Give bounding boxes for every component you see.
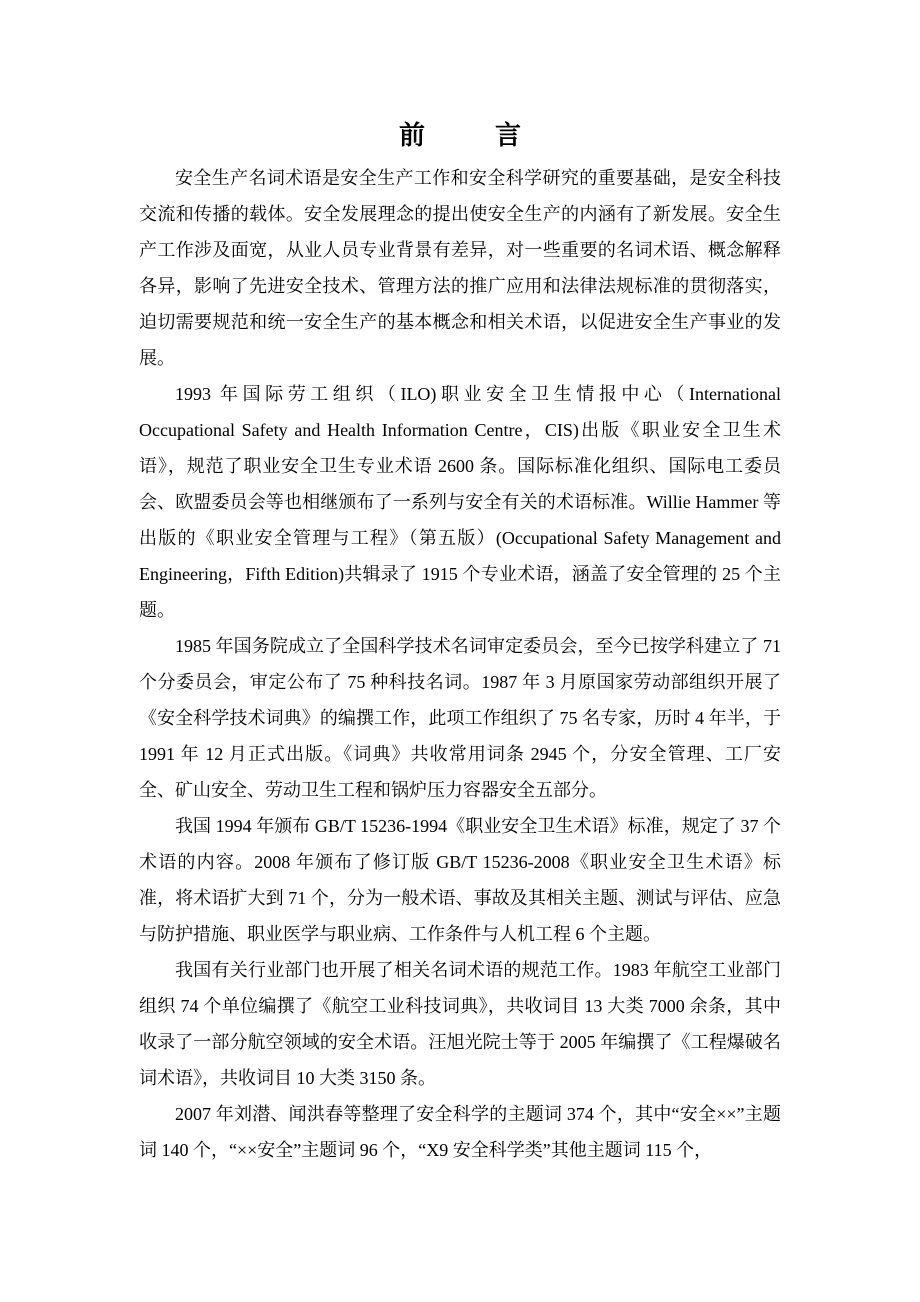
paragraph-2: 1993 年国际劳工组织（ILO)职业安全卫生情报中心（International Occupational Safety and Health Information Centre，CIS)出版《职业安全卫生术语》，规范了职业安全卫生专业术语 2600 条。国际标准化组织、国际电工委员会、欧盟委员会等也相继颁布了一系列与安全有关的术语标准。Willie Hammer 等出版的《职业安全管理与工程》（第五版）(Occupational Safety Management and Engineering，Fifth Edition)共辑录了 1915 个专业术语，涵盖了安全管理的 25 个主题。 <box>139 384 781 620</box>
paragraph-6: 2007 年刘潜、闻洪春等整理了安全科学的主题词 374 个，其中“安全××”主题词 140 个，“××安全”主题词 96 个，“X9 安全科学类”其他主题词 115 个， <box>139 1104 781 1160</box>
paragraph-4: 我国 1994 年颁布 GB/T 15236-1994《职业安全卫生术语》标准，规定了 37 个术语的内容。2008 年颁布了修订版 GB/T 15236-2008《职业安全卫生术语》标准，将术语扩大到 71 个，分为一般术语、事故及其相关主题、测试与评估、应急与防护措施、职业医学与职业病、工作条件与人机工程 6 个主题。 <box>139 816 781 944</box>
document-title: 前 言 <box>398 121 543 151</box>
paragraph-5: 我国有关行业部门也开展了相关名词术语的规范工作。1983 年航空工业部门组织 74 个单位编撰了《航空工业科技词典》，共收词目 13 大类 7000 余条，其中收录了一部分航空领域的安全术语。汪旭光院士等于 2005 年编撰了《工程爆破名词术语》，共收词目 10 大类 3150 条。 <box>139 960 781 1088</box>
paragraph-3: 1985 年国务院成立了全国科学技术名词审定委员会，至今已按学科建立了 71 个分委员会，审定公布了 75 种科技名词。1987 年 3 月原国家劳动部组织开展了《安全科学技术词典》的编撰工作，此项工作组织了 75 名专家，历时 4 年半，于 1991 年 12 月正式出版。《词典》共收常用词条 2945 个，分安全管理、工厂安全、矿山安全、劳动卫生工程和锅炉压力容器安全五部分。 <box>139 636 781 800</box>
document-page <box>139 116 781 1168</box>
paragraph-1: 安全生产名词术语是安全生产工作和安全科学研究的重要基础，是安全科技交流和传播的载体。安全发展理念的提出使安全生产的内涵有了新发展。安全生产工作涉及面宽，从业人员专业背景有差异，对一些重要的名词术语、概念解释各异，影响了先进安全技术、管理方法的推广应用和法律法规标准的贯彻落实，迫切需要规范和统一安全生产的基本概念和相关术语，以促进安全生产事业的发展。 <box>139 168 781 368</box>
